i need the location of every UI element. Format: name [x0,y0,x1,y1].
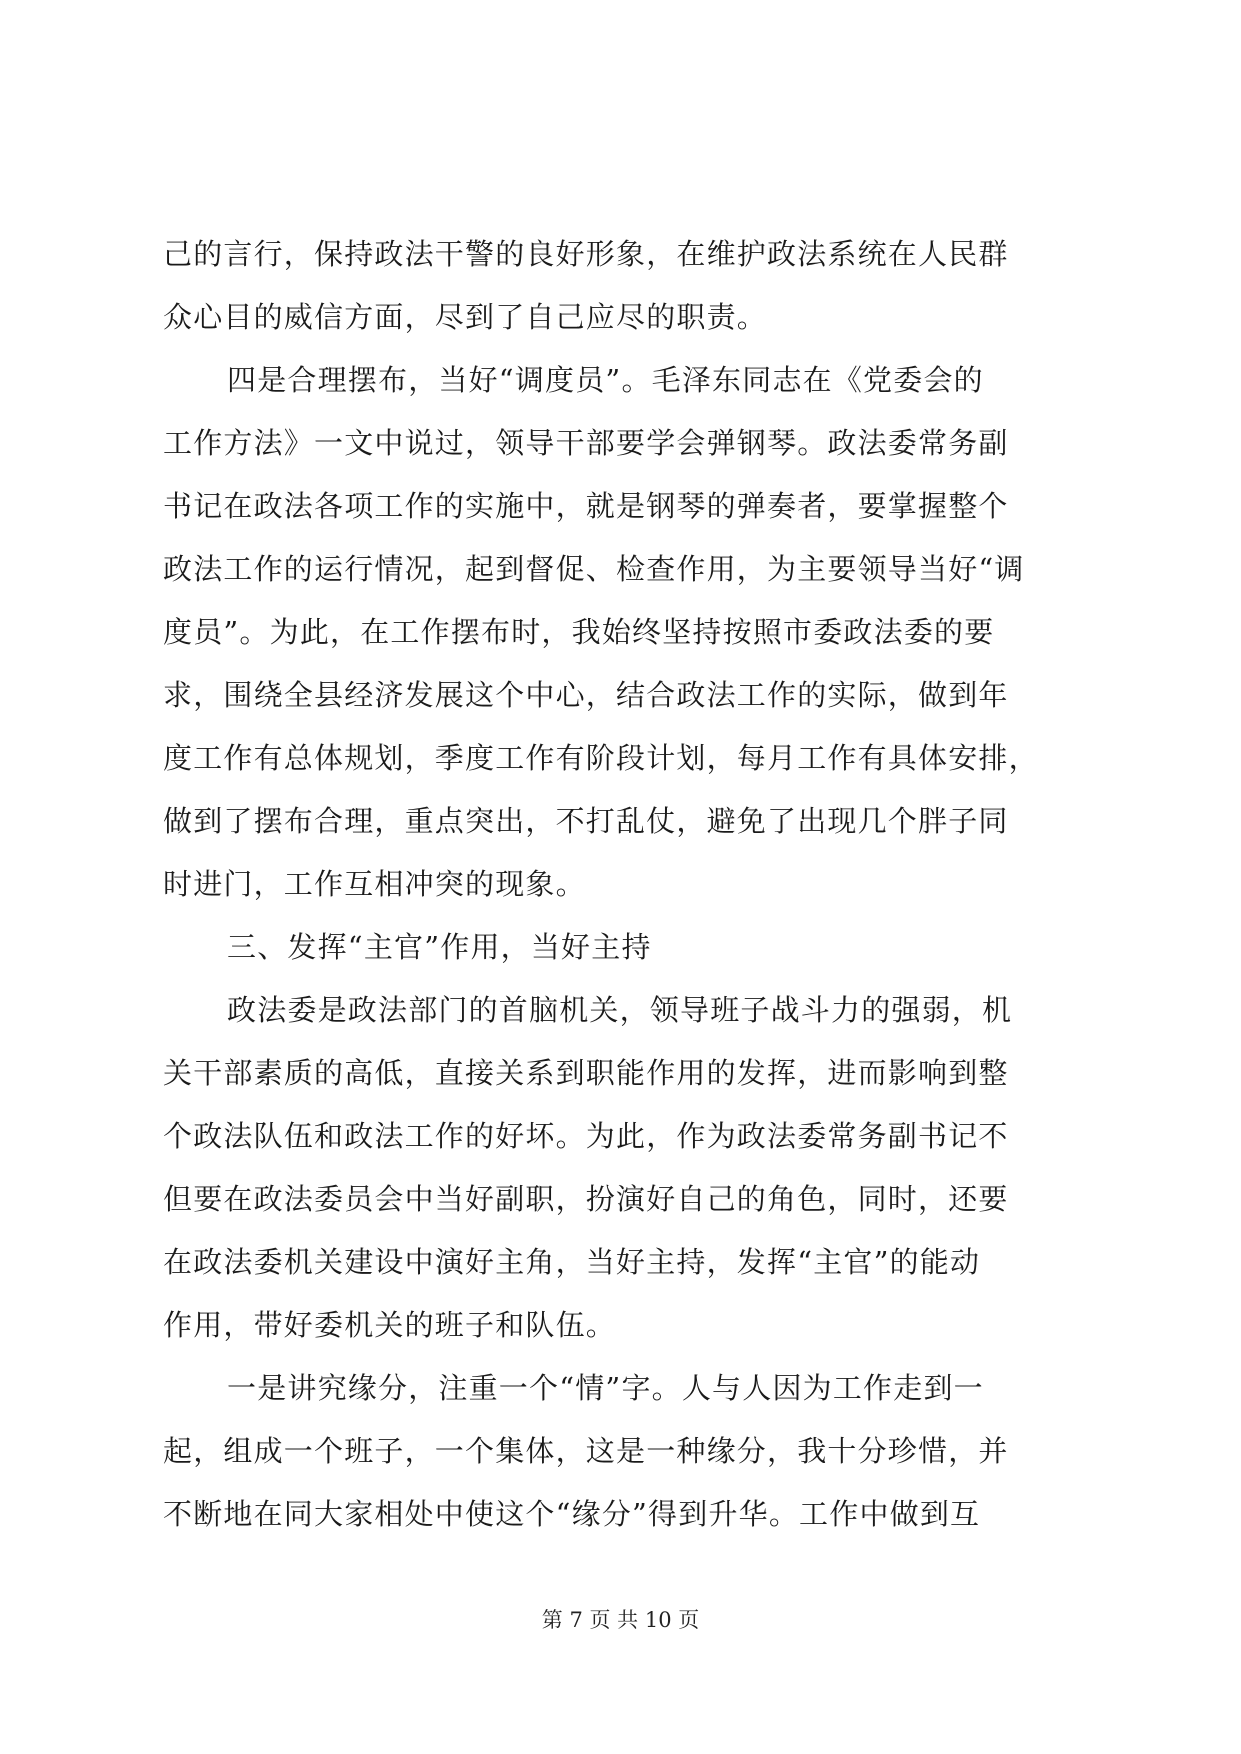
heading-line: 三、发挥“主官”作用，当好主持 [227,930,652,964]
text-line: 己的言行，保持政法干警的良好形象，在维护政法系统在人民群 [163,237,1009,271]
text-line: 众心目的威信方面，尽到了自己应尽的职责。 [163,300,768,334]
text-line: 度员”。为此，在工作摆布时，我始终坚持按照市委政法委的要 [163,615,995,649]
text-line: 书记在政法各项工作的实施中，就是钢琴的弹奏者，要掌握整个 [163,489,1009,523]
text-line: 做到了摆布合理，重点突出，不打乱仗，避免了出现几个胖子同 [163,804,1009,838]
text-line: 起，组成一个班子，一个集体，这是一种缘分，我十分珍惜，并 [163,1434,1009,1468]
page-number-footer: 第 7 页 共 10 页 [541,1608,700,1632]
text-line: 政法委是政法部门的首脑机关，领导班子战斗力的强弱，机 [227,993,1013,1027]
document-body [163,223,1078,1546]
section-heading [163,916,1078,979]
text-line: 工作方法》一文中说过，领导干部要学会弹钢琴。政法委常务副 [163,426,1009,460]
text-line: 时进门，工作互相冲突的现象。 [163,867,586,901]
text-line: 一是讲究缘分，注重一个“情”字。人与人因为工作走到一 [227,1371,984,1405]
text-line: 求，围绕全县经济发展这个中心，结合政法工作的实际，做到年 [163,678,1009,712]
text-line: 政法工作的运行情况，起到督促、检查作用，为主要领导当好“调 [163,552,1025,586]
text-line: 关干部素质的高低，直接关系到职能作用的发挥，进而影响到整 [163,1056,1009,1090]
text-line: 在政法委机关建设中演好主角，当好主持，发挥“主官”的能动 [163,1245,981,1279]
text-line: 不断地在同大家相处中使这个“缘分”得到升华。工作中做到互 [163,1497,981,1531]
text-line: 四是合理摆布，当好“调度员”。毛泽东同志在《党委会的 [227,363,984,397]
text-line: 作用，带好委机关的班子和队伍。 [163,1308,617,1342]
paragraph-leadership [163,979,1078,1357]
text-line: 个政法队伍和政法工作的好坏。为此，作为政法委常务副书记不 [163,1119,1009,1153]
paragraph-continuation [163,223,1078,349]
text-line: 度工作有总体规划，季度工作有阶段计划，每月工作有具体安排， [163,741,1039,775]
paragraph-relationship [163,1357,1078,1546]
text-line: 但要在政法委员会中当好副职，扮演好自己的角色，同时，还要 [163,1182,1009,1216]
paragraph-dispatcher [163,349,1078,916]
